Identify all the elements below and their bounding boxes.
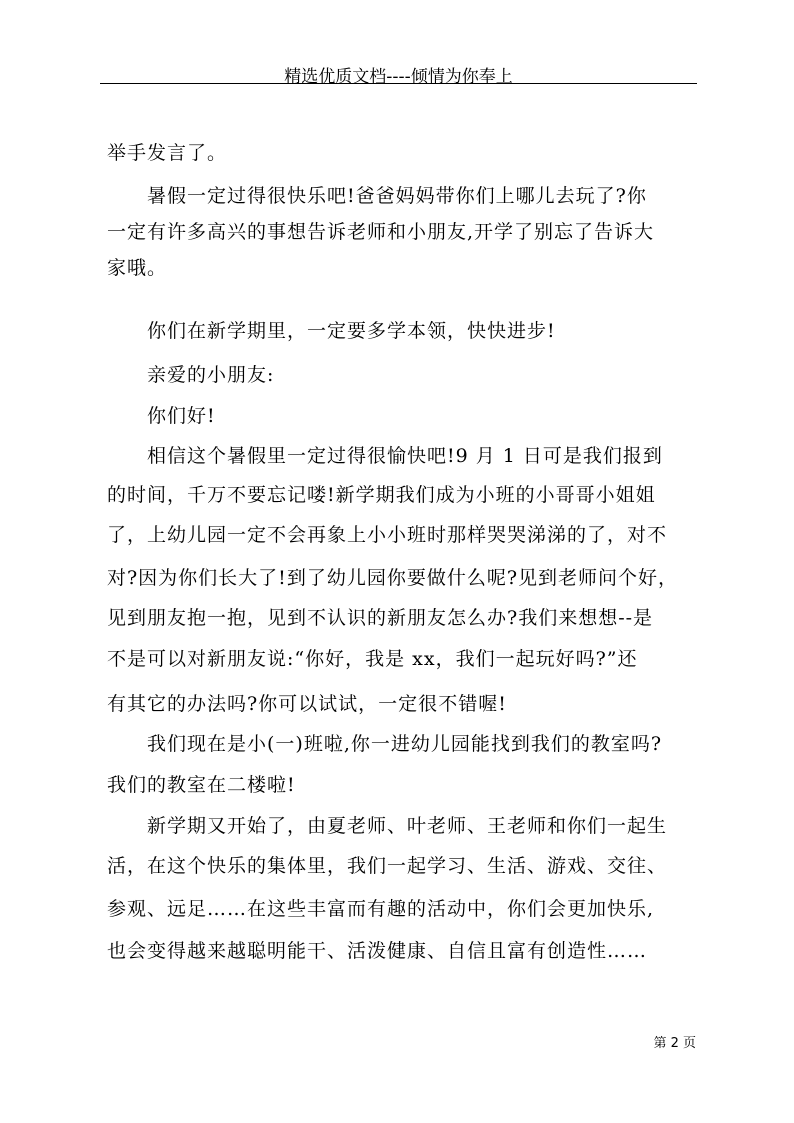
body-line: 我们的教室在二楼啦! (107, 774, 296, 796)
page-number: 第 2 页 (653, 1036, 696, 1051)
body-line: 新学期又开始了，由夏老师、叶老师、王老师和你们一起生 (147, 815, 668, 837)
page-header-title: 精选优质文档----倾情为你奉上 (284, 67, 513, 87)
body-line: 不是可以对新朋友说:“你好，我是 xx，我们一起玩好吗?”还 (107, 648, 638, 670)
body-line: 举手发言了。 (107, 142, 228, 164)
body-line: 对?因为你们长大了!到了幼儿园你要做什么呢?见到老师问个好， (107, 567, 679, 589)
body-line: 活，在这个快乐的集体里，我们一起学习、生活、游戏、交往、 (107, 855, 668, 877)
body-line: 相信这个暑假里一定过得很愉快吧!9 月 1 日可是我们报到 (147, 445, 663, 467)
body-line: 有其它的办法吗?你可以试试，一定很不错喔! (107, 693, 507, 715)
header-divider (100, 83, 697, 84)
body-line: 了，上幼儿园一定不会再象上小小班时那样哭哭涕涕的了，对不 (107, 524, 668, 546)
body-line: 你们好! (147, 405, 216, 427)
body-line: 家哦。 (107, 257, 168, 279)
body-line: 暑假一定过得很快乐吧!爸爸妈妈带你们上哪儿去玩了?你 (147, 185, 647, 207)
body-line: 也会变得越来越聪明能干、活泼健康、自信且富有创造性…… (107, 940, 648, 962)
body-line: 我们现在是小(一)班啦,你一进幼儿园能找到我们的教室吗? (147, 733, 663, 755)
body-line: 亲爱的小朋友: (147, 364, 275, 386)
body-line: 的时间，千万不要忘记喽!新学期我们成为小班的小哥哥小姐姐 (107, 484, 656, 506)
body-line: 参观、远足……在这些丰富而有趣的活动中，你们会更加快乐, (107, 898, 655, 920)
body-line: 一定有许多高兴的事想告诉老师和小朋友,开学了别忘了告诉大 (107, 221, 655, 243)
body-line: 你们在新学期里，一定要多学本领，快快进步! (147, 320, 556, 342)
body-line: 见到朋友抱一抱，见到不认识的新朋友怎么办?我们来想想--是 (107, 607, 654, 629)
